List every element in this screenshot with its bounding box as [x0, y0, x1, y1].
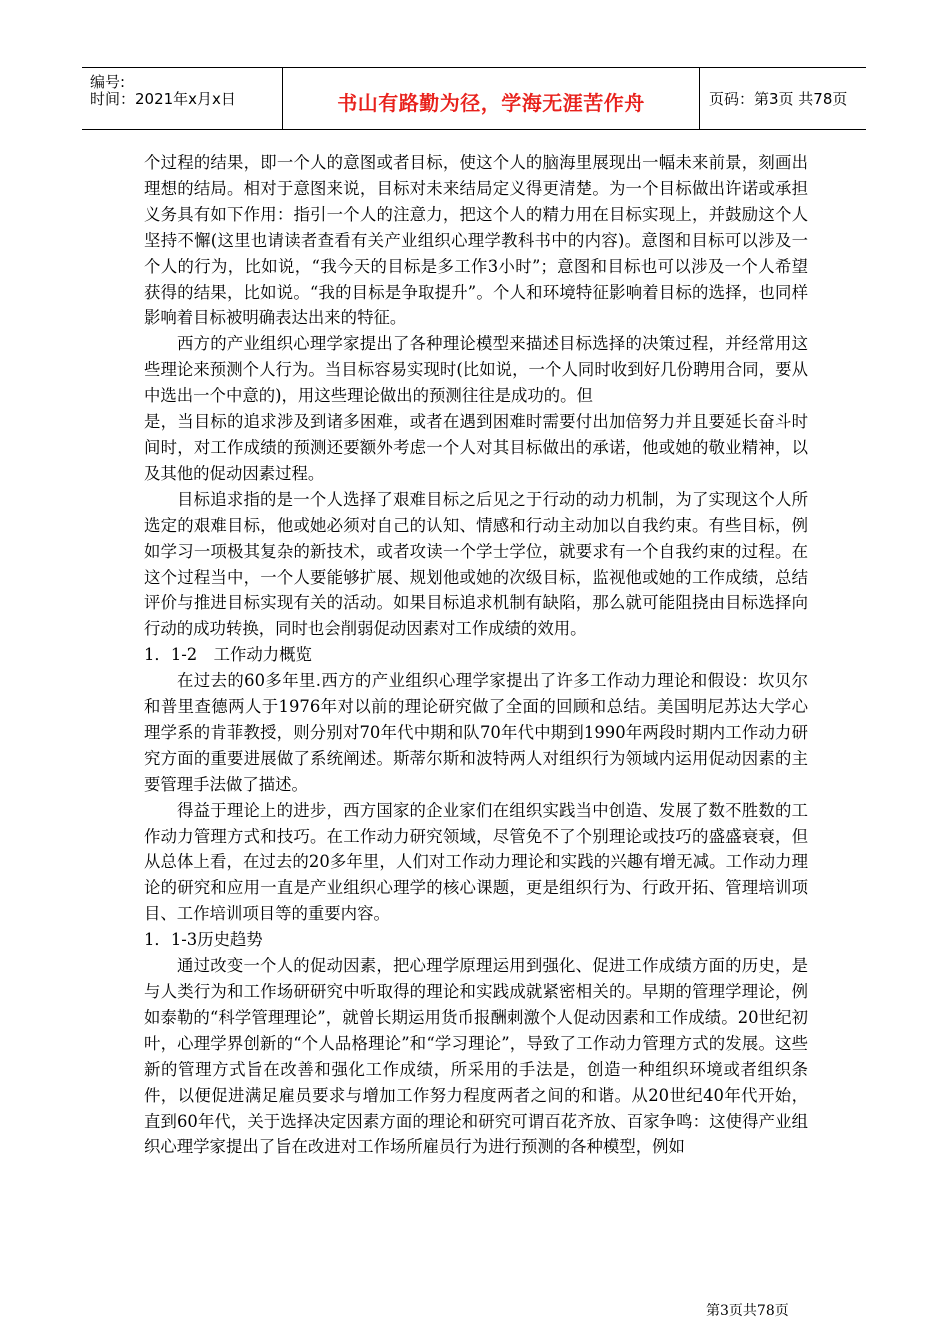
paragraph: 在过去的60多年里.西方的产业组织心理学家提出了许多工作动力理论和假设：坎贝尔和普里查德两人于1976年对以前的理论研究做了全面的回顾和总结。美国明尼苏达大学心理学系的肯菲教授，则分别对70年代中期和队70年代中期到1990年两段时期内工作动力研究方面的重要进展做了系统阐述。斯蒂尔斯和波特两人对组织行为领域内运用促动因素的主要管理手法做了描述。 — [144, 671, 808, 794]
header-page-cell — [699, 68, 866, 129]
section-heading: 1．1-2 工作动力概览 — [144, 645, 312, 665]
page-header — [82, 67, 866, 130]
paragraph: 是，当目标的追求涉及到诸多困难，或者在遇到困难时需要付出加倍努力并且要延长奋斗时间时，对工作成绩的预测还要额外考虑一个人对其目标做出的承诺，他或她的敬业精神，以及其他的促动因素过程。 — [144, 412, 808, 483]
document-time-label: 时间：2021年x月x日 — [90, 90, 236, 108]
paragraph: 目标追求指的是一个人选择了艰难目标之后见之于行动的动力机制，为了实现这个人所选定的艰难目标，他或她必须对自己的认知、情感和行动主动加以自我约束。有些目标，例如学习一项极其复杂的新技术，或者攻读一个学士学位，就要求有一个自我约束的过程。在这个过程当中，一个人要能够扩展、规划他或她的次级目标，监视他或她的工作成绩，总结评价与推进目标实现有关的活动。如果目标追求机制有缺陷，那么就可能阻挠由目标选择向行动的成功转换，同时也会削弱促动因素对工作成绩的效用。 — [144, 489, 808, 639]
paragraph: 得益于理论上的进步，西方国家的企业家们在组织实践当中创造、发展了数不胜数的工作动力管理方式和技巧。在工作动力研究领域，尽管免不了个别理论或技巧的盛盛衰衰，但从总体上看，在过去的20多年里，人们对工作动力理论和实践的兴趣有增无减。工作动力理论的研究和应用一直是产业组织心理学的核心课题，更是组织行为、行政开拓、管理培训项目、工作培训项目等的重要内容。 — [144, 800, 808, 924]
section-heading: 1．1-3历史趋势 — [144, 930, 263, 950]
header-page-number: 页码：第3页 共78页 — [709, 90, 848, 108]
document-number-label: 编号: — [90, 73, 126, 91]
header-motto: 书山有路勤为径，学海无涯苦作舟 — [337, 91, 645, 115]
header-info-cell — [82, 68, 282, 129]
paragraph: 西方的产业组织心理学家提出了各种理论模型来描述目标选择的决策过程，并经常用这些理论来预测个人行为。当目标容易实现时(比如说，一个人同时收到好几份聘用合同，要从中选出一个中意的)，用这些理论做出的预测往往是成功的。但 — [144, 334, 808, 406]
header-motto-cell — [282, 68, 700, 129]
paragraph: 通过改变一个人的促动因素，把心理学原理运用到强化、促进工作成绩方面的历史，是与人类行为和工作场研研究中听取得的理论和实践成就紧密相关的。早期的管理学理论，例如泰勒的“科学管理理论”，就曾长期运用货币报酬刺激个人促动因素和工作成绩。20世纪初叶，心理学界创新的“个人品格理论”和“学习理论”，导致了工作动力管理方式的发展。这些新的管理方式旨在改善和强化工作成绩，所采用的手法是，创造一种组织环境或者组织条件，以便促进满足雇员要求与增加工作努力程度两者之间的和谐。从20世纪40年代开始，直到60年代，关于选择决定因素方面的理论和研究可谓百花齐放、百家争鸣：这使得产业组织心理学家提出了旨在改进对工作场所雇员行为进行预测的各种模型，例如 — [144, 956, 808, 1157]
document-body — [144, 150, 808, 1160]
paragraph: 个过程的结果，即一个人的意图或者目标，使这个人的脑海里展现出一幅未来前景，刻画出理想的结局。相对于意图来说，目标对未来结局定义得更清楚。为一个目标做出许诺或承担义务具有如下作用：指引一个人的注意力，把这个人的精力用在目标实现上，并鼓励这个人坚持不懈(这里也请读者查看有关产业组织心理学教科书中的内容)。意图和目标可以涉及一个人的行为，比如说，“我今天的目标是多工作3小时”；意图和目标也可以涉及一个人希望获得的结果，比如说。“我的目标是争取提升”。个人和环境特征影响着目标的选择，也同样影响着目标被明确表达出来的特征。 — [144, 153, 808, 328]
page-footer: 第3页共78页 — [706, 1303, 789, 1319]
